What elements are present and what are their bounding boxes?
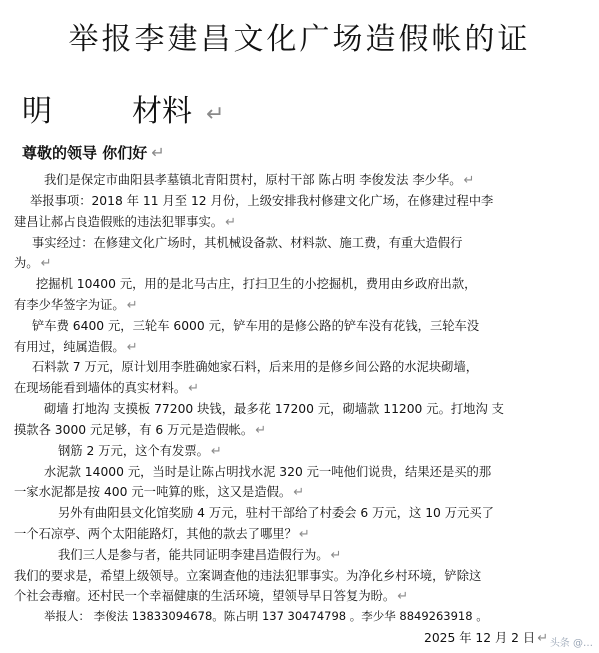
paragraph-return-icon: ↵	[397, 589, 409, 605]
body-line-text: 建昌让郝占良造假账的违法犯罪事实。	[14, 214, 224, 229]
body-line	[14, 216, 236, 229]
paragraph-return-icon: ↵	[537, 631, 549, 646]
paragraph-return-icon: ↵	[210, 443, 222, 459]
body-line	[30, 195, 493, 207]
body-line-text: 我们三人是参与者，能共同证明李建昌造假行为。	[58, 547, 329, 562]
body-line-text: 钢筋 2 万元，这个有发票。	[58, 443, 209, 458]
salutation	[22, 142, 165, 163]
body-line-text: 另外有曲阳县文化馆奖励 4 万元，驻村干部给了村委会 6 万元，这 10 万元买了	[58, 506, 494, 521]
body-line-text: 水泥款 14000 元，当时是让陈占明找水泥 320 元一吨他们说贵，结果还是买的那	[44, 464, 492, 479]
source-watermark: 头条 @…	[549, 638, 593, 649]
body-line	[14, 590, 408, 603]
body-line	[32, 320, 479, 332]
body-line-text: 摸款各 3000 元足够，有 6 万元是造假帐。	[14, 422, 254, 437]
body-line	[32, 361, 478, 373]
paragraph-return-icon: ↵	[126, 297, 138, 313]
body-line-text: 为。	[14, 256, 39, 271]
document-title	[0, 14, 599, 58]
body-line	[14, 257, 52, 270]
paragraph-return-icon: ↵	[188, 381, 200, 397]
body-line-text: 我们是保定市曲阳县孝墓镇北青阳贯村，原村干部 陈占明 李俊发法 李少华。	[44, 173, 462, 187]
body-line	[14, 299, 138, 312]
title-line-1: 举报李建昌文化广场造假帐的证	[68, 22, 531, 57]
paragraph-return-icon: ↵	[151, 143, 165, 162]
body-line	[14, 570, 481, 582]
body-line	[44, 466, 491, 478]
body-line	[44, 174, 474, 187]
body-line	[32, 237, 462, 249]
body-line-text: 有李少华签字为证。	[14, 297, 125, 312]
paragraph-return-icon: ↵	[40, 256, 52, 272]
body-line	[58, 445, 222, 458]
body-line-text: 举报事项：2018 年 11 月至 12 月份，上级安排我村修建文化广场，在修建过程中李	[30, 193, 494, 208]
body-line	[14, 486, 304, 499]
title-line-2-a: 明	[22, 94, 52, 129]
document-title-continued	[22, 86, 224, 130]
paragraph-return-icon: ↵	[463, 173, 475, 188]
paragraph-return-icon: ↵	[225, 214, 236, 230]
body-line-text: 在现场能看到墙体的真实材料。	[14, 381, 187, 396]
body-line	[14, 424, 266, 437]
paragraph-return-icon: ↵	[330, 547, 342, 563]
body-line-text: 我们的要求是，希望上级领导。立案调查他的违法犯罪事实。为净化乡村环境，铲除这	[14, 568, 482, 583]
body-line-text: 个社会毒瘤。还村民一个幸福健康的生活环境，望领导早日答复为盼。	[14, 589, 396, 604]
paragraph-return-icon: ↵	[126, 339, 138, 355]
title-line-2-b: 材料	[132, 94, 192, 129]
paragraph-return-icon: ↵	[255, 422, 267, 438]
body-line-text: 一家水泥都是按 400 元一吨算的账，这又是造假。	[14, 485, 292, 500]
body-line-text: 一个石凉亭、两个太阳能路灯，其他的款去了哪里？	[14, 526, 297, 541]
paragraph-return-icon: ↵	[293, 485, 305, 501]
body-line-text: 铲车费 6400 元，三轮车 6000 元，铲车用的是修公路的铲车没有花钱，三轮车没	[32, 318, 480, 333]
body-line-text: 石料款 7 万元，原计划用李胜确她家石料，后来用的是修乡间公路的水泥块砌墙，	[32, 360, 479, 375]
body-line	[14, 382, 199, 395]
body-line-text: 挖掘机 10400 元，用的是北马古庄，打扫卫生的小挖掘机，费用由乡政府出款，	[36, 277, 477, 292]
body-line-text: 有用过，纯属造假。	[14, 339, 125, 354]
body-line	[58, 507, 494, 519]
body-line	[36, 278, 476, 290]
paragraph-return-icon: ↵	[298, 526, 310, 542]
body-line	[44, 403, 504, 415]
document-date: 2025 年 12 月 2 日	[424, 631, 536, 645]
salutation-text: 尊敬的领导 你们好	[22, 144, 148, 162]
date-line	[424, 632, 548, 645]
reporter-line	[44, 611, 488, 623]
reporter-contacts: 举报人： 李俊法 13833094678。陈占明 137 30474798 。李少华 8849263918 。	[44, 609, 488, 624]
paragraph-return-icon: ↵	[206, 102, 225, 127]
body-line	[14, 528, 310, 541]
body-line-text: 砌墙 打地沟 支摸板 77200 块钱，最多花 17200 元，砌墙款 11200 元。打地沟 支	[44, 402, 504, 416]
body-line-text: 事实经过：在修建文化广场时，其机械设备款、材料款、施工费，有重大造假行	[32, 235, 463, 250]
body-line	[14, 341, 138, 354]
body-line	[58, 549, 341, 562]
